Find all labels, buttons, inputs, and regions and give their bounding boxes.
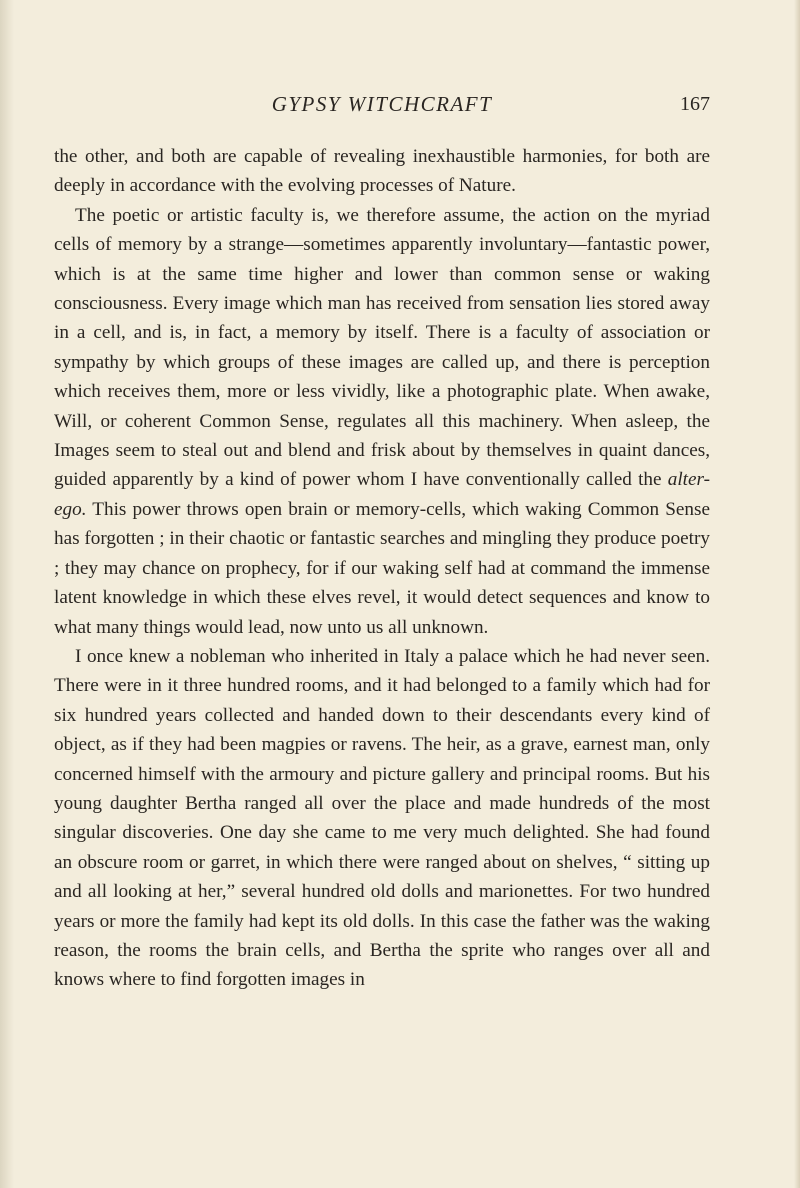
page-header	[54, 92, 710, 124]
page-number: 167	[680, 93, 710, 115]
paragraph-2	[54, 201, 710, 642]
paragraph-2-continuation: This power throws open brain or memory-cells, which waking Common Sense has forgotten ; in their chaotic or fantastic searches and mingling they produce poetry ; they may chance on prophecy, for if our waking self had at command the immense latent knowledge in which these elves revel, it would detect sequences and know to what many things would lead, now unto us all unknown.	[54, 498, 710, 638]
paragraph-1: the other, and both are capable of revealing inexhaustible harmonies, for both are deeply in accordance with the evolving processes of Nature.	[54, 146, 710, 197]
alter-ego-term: alter-ego.	[54, 469, 710, 520]
paragraph-2-text: The poetic or artistic faculty is, we therefore assume, the action on the myriad cells of memory by a strange—sometimes apparently involuntary—fantastic power, which is at the same time higher and lower than common sense or waking consciousness. Every image which man has received from sensation lies stored away in a cell, and is, in fact, a memory by itself. There is a faculty of association or sympathy by which groups of these images are called up, and there is perception which receives them, more or less vividly, like a photographic plate. When awake, Will, or coherent Common Sense, regulates all this machinery. When asleep, the Images seem to steal out and blend and frisk about by themselves in quaint dances, guided apparently by a kind of power whom I have conventionally called the	[54, 204, 710, 491]
spine-shadow	[0, 0, 14, 1188]
page-edge	[794, 0, 800, 1188]
body-text	[54, 142, 710, 995]
running-title: GYPSY WITCHCRAFT	[271, 92, 493, 116]
paragraph-3: I once knew a nobleman who inherited in Italy a palace which he had never seen. There were in it three hundred rooms, and it had belonged to a family which had for six hundred years collected and handed down to their descendants every kind of object, as if they had been magpies or ravens. The heir, as a grave, earnest man, only concerned himself with the armoury and picture gallery and principal rooms. But his young daughter Bertha ranged all over the place and made hundreds of the most singular discoveries. One day she came to me very much delighted. She had found an obscure room or garret, in which there were ranged about on shelves, “ sitting up and all looking at her,” several hundred old dolls and marionettes. For two hundred years or more the family had kept its old dolls. In this case the father was the waking reason, the rooms the brain cells, and Bertha the sprite who ranges over all and knows where to find forgotten images in	[54, 645, 710, 991]
